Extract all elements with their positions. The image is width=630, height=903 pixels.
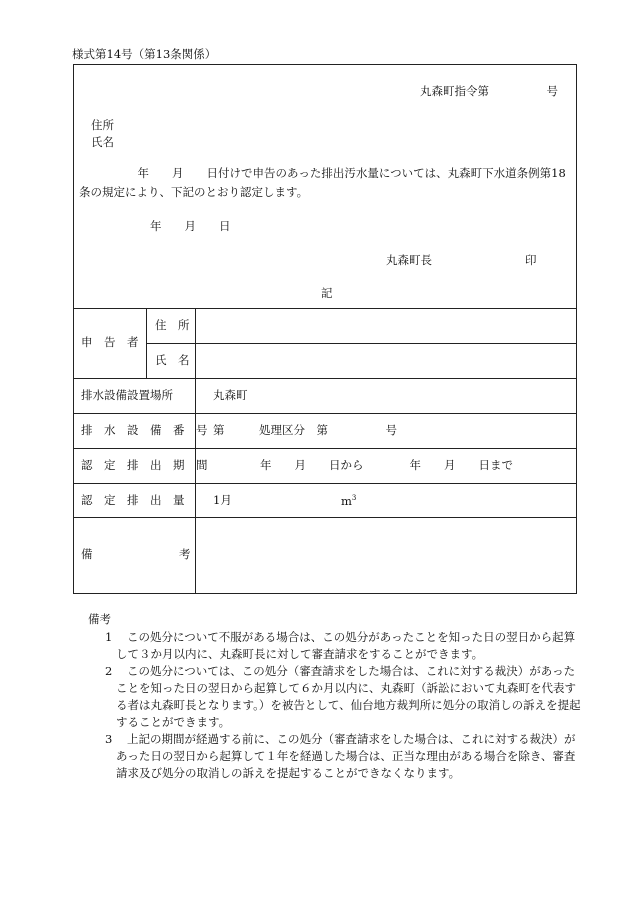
notes-title: 備考 <box>88 612 111 626</box>
table-top-line <box>74 308 576 309</box>
note-line: あった日の翌日から起算して１年を経過した場合は、正当な理由がある場合を除き、審査 <box>116 749 576 763</box>
row-divider-declarant <box>146 343 576 344</box>
row-divider-4 <box>74 483 576 484</box>
issuer-title: 丸森町長 <box>386 253 432 267</box>
period-value: 年 月 日から 年 月 日まで <box>260 458 513 472</box>
recipient-name-label: 氏名 <box>91 135 114 149</box>
note-line: この処分について不服がある場合は、この処分があったことを知った日の翌日から起算 <box>127 630 576 644</box>
note-line: 上記の期間が経過する前に、この処分（審査請求をした場合は、これに対する裁決）が <box>127 732 576 746</box>
declarant-address-label: 住 所 <box>155 318 190 332</box>
row-divider-3 <box>74 448 576 449</box>
note-number: 3 <box>105 732 113 746</box>
declarant-col-divider <box>146 308 147 378</box>
seal-mark: 印 <box>525 253 537 267</box>
note-line: ことを知った日の翌日から起算して６か月以内に、丸森町（訴訟において丸森町を代表す <box>116 681 576 695</box>
period-label: 認 定 排 出 期 間 <box>81 458 208 472</box>
note-number: 2 <box>105 664 113 678</box>
volume-label: 認 定 排 出 量 <box>81 493 185 507</box>
equipment-number-label: 排 水 設 備 番 号 <box>81 423 208 437</box>
body-text-line-2: 条の規定により、下記のとおり認定します。 <box>79 185 309 199</box>
notice-number: 丸森町指令第 号 <box>420 84 558 98</box>
certification-form <box>73 64 577 594</box>
declarant-name-label: 氏 名 <box>155 353 190 367</box>
body-text-line-1: 年 月 日付けで申告のあった排出汚水量については、丸森町下水道条例第18 <box>126 166 566 180</box>
row-divider-5 <box>74 517 576 518</box>
ki-heading: 記 <box>321 286 333 300</box>
row-divider-1 <box>74 378 576 379</box>
note-number: 1 <box>105 630 113 644</box>
issue-date: 年 月 日 <box>150 219 231 233</box>
note-line: して３か月以内に、丸森町長に対して審査請求をすることができます。 <box>116 647 484 661</box>
location-label: 排水設備設置場所 <box>81 388 173 402</box>
form-label: 様式第14号（第13条関係） <box>72 47 217 61</box>
equipment-number-value: 第 処理区分 第 号 <box>213 423 397 437</box>
note-line: る者は丸森町長となります。）を被告として、仙台地方裁判所に処分の取消しの訴えを提起 <box>116 698 581 712</box>
remarks-label-left: 備 <box>81 547 93 561</box>
row-divider-2 <box>74 413 576 414</box>
volume-value: 1月 <box>213 493 232 507</box>
note-line: 請求及び処分の取消しの訴えを提起することができなくなります。 <box>116 766 461 780</box>
declarant-label: 申 告 者 <box>81 335 139 349</box>
note-line: することができます。 <box>116 715 231 729</box>
recipient-address-label: 住所 <box>91 118 114 132</box>
label-col-divider <box>195 308 196 594</box>
volume-unit: $m^3$ <box>341 493 357 508</box>
note-line: この処分については、この処分（審査請求をした場合は、これに対する裁決）があった <box>127 664 576 678</box>
remarks-label-right: 考 <box>179 547 191 561</box>
location-value: 丸森町 <box>213 388 248 402</box>
